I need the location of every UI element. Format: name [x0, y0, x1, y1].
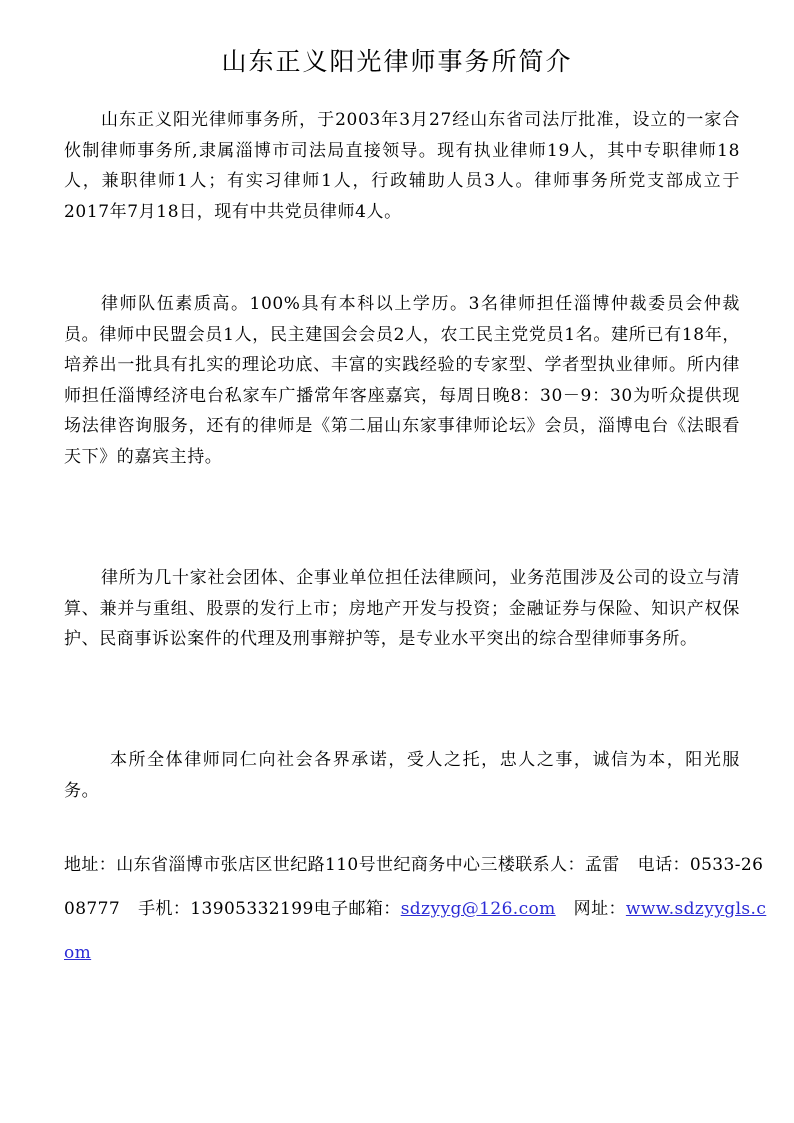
document-title: 山东正义阳光律师事务所简介: [221, 47, 573, 76]
paragraph-commitment: 本所全体律师同仁向社会各界承诺，受人之托，忠人之事，诚信为本，阳光服务。: [64, 750, 740, 801]
address-label: 地址：: [64, 855, 117, 875]
contact-person-value: 孟雷: [584, 855, 620, 875]
contact-person-label: 联系人：: [515, 855, 585, 875]
mobile-value: 13905332199: [190, 899, 314, 919]
paragraph-team-quality: 律师队伍素质高。100%具有本科以上学历。3名律师担任淄博仲裁委员会仲裁员。律师中民盟会员1人，民主建国会会员2人，农工民主党党员1名。建所已有18年，培养出一批具有扎实的理论功底、丰富的实践经验的专家型、学者型执业律师。所内律师担任淄博经济电台私家车广播常年客座嘉宾，每周日晚8：30－9：30为听众提供现场法律咨询服务，还有的律师是《第二届山东家事律师论坛》会员，淄博电台《法眼看天下》的嘉宾主持。: [64, 294, 740, 467]
address-value: 山东省淄博市张店区世纪路110号世纪商务中心三楼: [116, 855, 516, 875]
phone-value: 0533-2608777: [64, 855, 764, 919]
contact-block: [64, 843, 768, 975]
email-link[interactable]: sdzyyg@126.com: [400, 899, 556, 919]
website-link[interactable]: www.sdzyygls.com: [64, 899, 767, 963]
mobile-label: 手机：: [138, 899, 191, 919]
paragraph-overview: 山东正义阳光律师事务所，于2003年3月27经山东省司法厅批准，设立的一家合伙制律师事务所,隶属淄博市司法局直接领导。现有执业律师19人，其中专职律师18人，兼职律师1人；有实习律师1人，行政辅助人员3人。律师事务所党支部成立于2017年7月18日，现有中共党员律师4人。: [64, 110, 740, 222]
paragraph-services: 律所为几十家社会团体、企事业单位担任法律顾问，业务范围涉及公司的设立与清算、兼并与重组、股票的发行上市；房地产开发与投资；金融证券与保险、知识产权保护、民商事诉讼案件的代理及刑事辩护等，是专业水平突出的综合型律师事务所。: [64, 568, 740, 649]
email-label: 电子邮箱：: [313, 899, 401, 919]
phone-label: 电话：: [637, 855, 690, 875]
website-label: 网址：: [573, 899, 626, 919]
